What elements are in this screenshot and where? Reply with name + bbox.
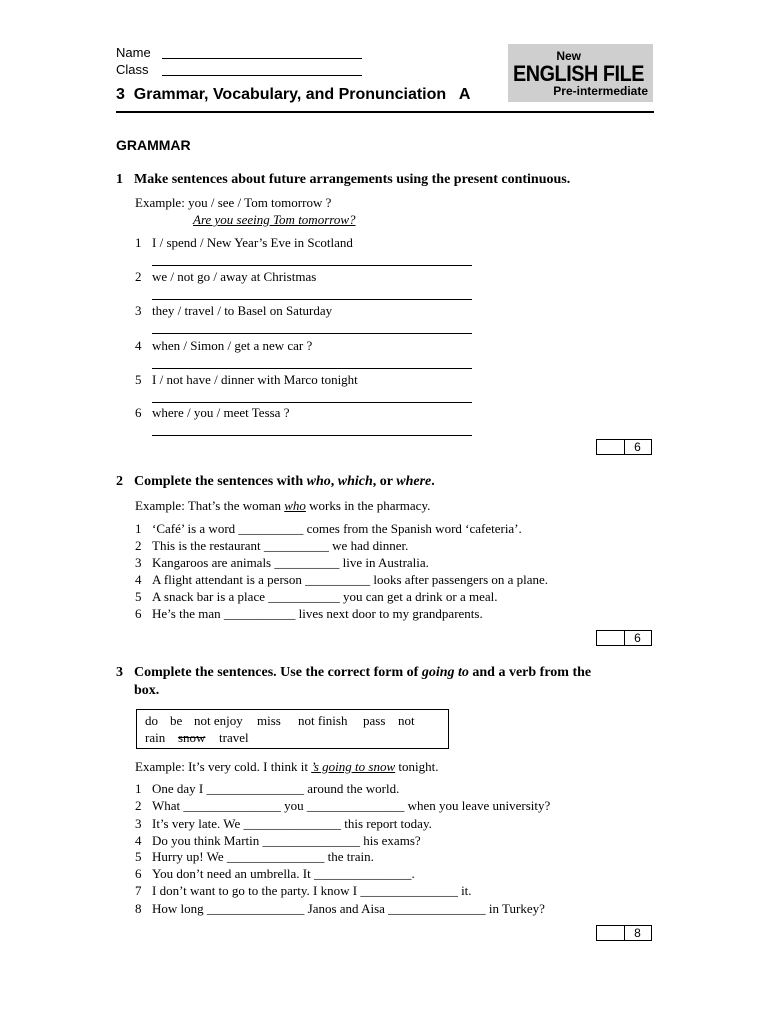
q2-instruction: Complete the sentences with who, which, or where. — [134, 474, 435, 489]
word-box-word: miss — [257, 713, 281, 728]
q3-example: Example: It’s very cold. I think it ’s going to snow tonight. — [135, 759, 439, 774]
q3-item-number: 6 — [135, 866, 142, 881]
q3-number: 3 — [116, 665, 123, 680]
q3-item-text: Hurry up! We _______________ the train. — [152, 849, 374, 864]
q1-answer-line[interactable] — [152, 265, 472, 266]
q3-item-number: 3 — [135, 816, 142, 831]
q1-item-number: 3 — [135, 303, 142, 318]
q3-item-text: I don’t want to go to the party. I know I _______________ it. — [152, 883, 472, 898]
section-title: GRAMMAR — [116, 137, 191, 153]
q3-item-number: 5 — [135, 849, 142, 864]
q1-item-text: when / Simon / get a new car ? — [152, 338, 313, 353]
q2-item-number: 2 — [135, 538, 142, 553]
q1-item-number: 5 — [135, 372, 142, 387]
q2-item-number: 6 — [135, 606, 142, 621]
class-label: Class — [116, 62, 149, 77]
q1-answer-line[interactable] — [152, 299, 472, 300]
word-box-word: not — [398, 713, 415, 728]
q1-item-text: I / spend / New Year’s Eve in Scotland — [152, 235, 353, 250]
q2-item-number: 1 — [135, 521, 142, 536]
q2-item-text: He’s the man ___________ lives next door to my grandparents. — [152, 606, 483, 621]
word-box-word: travel — [219, 730, 249, 745]
q1-example-answer-text: Are you seeing Tom tomorrow? — [193, 212, 356, 227]
q1-item-number: 2 — [135, 269, 142, 284]
q3-item-text: Do you think Martin _______________ his exams? — [152, 833, 421, 848]
q2-item-text: A flight attendant is a person __________ looks after passengers on a plane. — [152, 572, 549, 587]
q3-score-box[interactable] — [596, 925, 652, 941]
q1-example — [135, 195, 331, 211]
page-title: 3 Grammar, Vocabulary, and Pronunciation A — [116, 86, 471, 103]
word-box-word: be — [170, 713, 183, 728]
logo-line-3: Pre-intermediate — [553, 84, 648, 98]
q2-example-answer: who — [284, 498, 306, 513]
q1-example-prompt: you / see / Tom tomorrow ? — [188, 195, 332, 210]
q3-item-text: How long _______________ Janos and Aisa _______________ in Turkey? — [152, 901, 545, 916]
q3-item-text: You don’t need an umbrella. It _______________. — [152, 866, 415, 881]
word-box — [136, 709, 449, 749]
q1-item-text: we / not go / away at Christmas — [152, 269, 317, 284]
logo-line-2: ENGLISH FILE — [513, 61, 645, 86]
q1-number: 1 — [116, 172, 123, 187]
q3-score: 8 — [634, 926, 641, 940]
q1-item-number: 1 — [135, 235, 142, 250]
q3-item-number: 1 — [135, 781, 142, 796]
q1-item-number: 6 — [135, 405, 142, 420]
q2-item-text: A snack bar is a place ___________ you can get a drink or a meal. — [152, 589, 498, 604]
q2-item-number: 3 — [135, 555, 142, 570]
q3-example-answer: ’s going to snow — [311, 759, 396, 774]
q1-item-number: 4 — [135, 338, 142, 353]
q2-number: 2 — [116, 474, 123, 489]
q3-item-number: 8 — [135, 901, 142, 916]
q3-item-number: 2 — [135, 798, 142, 813]
title-rule — [116, 111, 654, 113]
q3-item-text: One day I _______________ around the world. — [152, 781, 400, 796]
q2-item-text: This is the restaurant __________ we had dinner. — [152, 538, 409, 553]
logo — [508, 44, 653, 102]
word-box-word: rain — [145, 730, 166, 745]
q1-score: 6 — [634, 440, 641, 454]
q1-instruction: Make sentences about future arrangements using the present continuous. — [134, 172, 571, 187]
q1-answer-line[interactable] — [152, 435, 472, 436]
word-box-word: pass — [363, 713, 386, 728]
q2-example: Example: That’s the woman who works in the pharmacy. — [135, 498, 431, 513]
q1-answer-line[interactable] — [152, 333, 472, 334]
q2-item-text: ‘Café’ is a word __________ comes from the Spanish word ‘cafeteria’. — [152, 521, 522, 536]
q2-item-number: 4 — [135, 572, 142, 587]
q1-example-answer — [193, 212, 356, 228]
q2-item-text: Kangaroos are animals __________ live in Australia. — [152, 555, 429, 570]
q2-example-label: Example: — [135, 498, 185, 513]
q3-item-number: 7 — [135, 883, 142, 898]
name-label: Name — [116, 45, 151, 60]
q1-answer-line[interactable] — [152, 402, 472, 403]
q3-item-text: What _______________ you _______________ when you leave university? — [152, 798, 551, 813]
logo-line-1: New — [556, 49, 581, 63]
q1-item-text: where / you / meet Tessa ? — [152, 405, 290, 420]
q2-item-number: 5 — [135, 589, 142, 604]
q1-item-text: they / travel / to Basel on Saturday — [152, 303, 333, 318]
word-box-word-used: snow — [178, 730, 206, 745]
q3-instruction: Complete the sentences. Use the correct form of going to and a verb from the — [134, 665, 592, 680]
class-field-line[interactable] — [162, 75, 362, 76]
q1-item-text: I / not have / dinner with Marco tonight — [152, 372, 358, 387]
q3-item-number: 4 — [135, 833, 142, 848]
q1-answer-line[interactable] — [152, 368, 472, 369]
word-box-word: not enjoy — [194, 713, 243, 728]
q1-score-box[interactable] — [596, 439, 652, 455]
word-box-word: do — [145, 713, 158, 728]
word-box-word: not finish — [298, 713, 348, 728]
q1-example-label: Example: — [135, 195, 185, 210]
name-field-line[interactable] — [162, 58, 362, 59]
q2-score: 6 — [634, 631, 641, 645]
q3-instruction-line2: box. — [134, 683, 160, 698]
q2-score-box[interactable] — [596, 630, 652, 646]
q3-example-label: Example: — [135, 759, 185, 774]
q3-item-text: It’s very late. We _______________ this report today. — [152, 816, 432, 831]
